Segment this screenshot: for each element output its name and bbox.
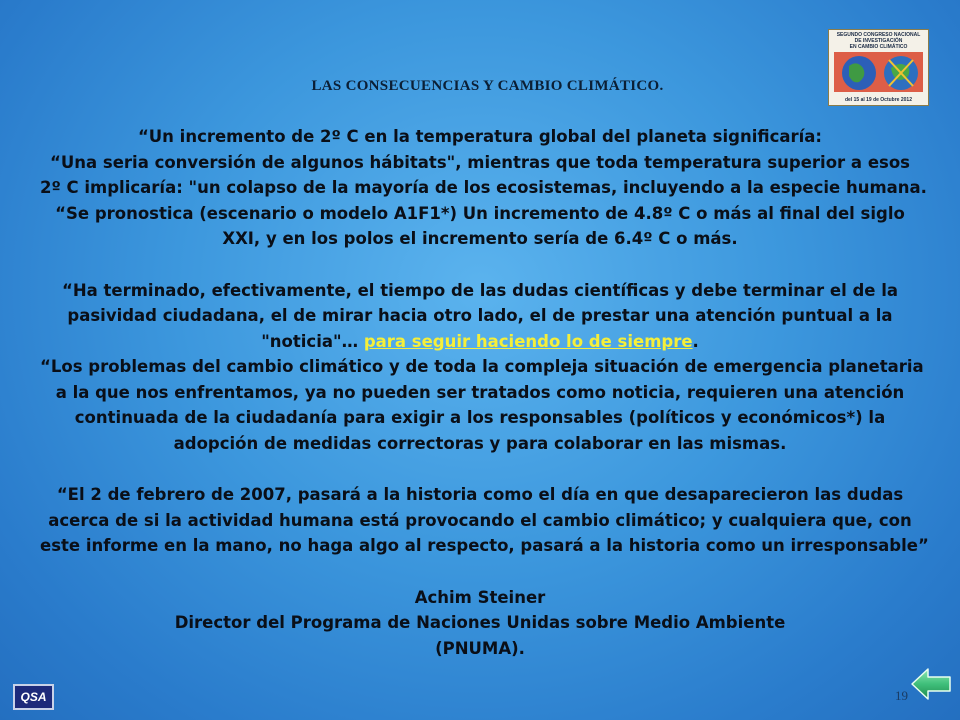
- qsa-logo: QSA: [13, 684, 54, 710]
- quote-line: “Un incremento de 2º C en la temperatura global del planeta significaría:: [137, 127, 823, 146]
- logo-globe-icon: [829, 30, 928, 105]
- page-number: 19: [895, 688, 908, 703]
- congress-logo: [828, 29, 929, 106]
- quote-line: “Los problemas del cambio climático y de toda la compleja situación de emergencia planetaria: [40, 357, 924, 376]
- hyperlink-seguir-haciendo[interactable]: para seguir haciendo lo de siempre: [363, 331, 693, 351]
- author-role: Director del Programa de Naciones Unidas sobre Medio Ambiente: [174, 613, 786, 632]
- quote-line: adopción de medidas correctoras y para colaborar en las mismas.: [173, 433, 787, 453]
- quote-line: “El 2 de febrero de 2007, pasará a la historia como el día en que desaparecieron las dudas: [56, 485, 904, 504]
- quote-line: continuada de la ciudadanía para exigir a los responsables (políticos y económicos*) la: [74, 408, 886, 427]
- author-block: [40, 585, 920, 662]
- quote-line: “Ha terminado, efectivamente, el tiempo de las dudas científicas y debe terminar el de la: [61, 280, 899, 300]
- quote-line: XXI, y en los polos el incremento sería de 6.4º C o más.: [222, 229, 738, 248]
- quote-temperature: [40, 124, 927, 252]
- back-arrow-icon[interactable]: [910, 666, 952, 702]
- quote-line: este informe en la mano, no haga algo al respecto, pasará a la historia como un irresponsable”: [40, 536, 929, 555]
- quote-line: acerca de si la actividad humana está provocando el cambio climático; y cualquiera que, con: [48, 510, 912, 530]
- quote-line: “Se pronostica (escenario o modelo A1F1*) Un incremento de 4.8º C o más al final del siglo: [55, 203, 905, 223]
- quote-line: "noticia"… para seguir haciendo lo de siempre.: [261, 331, 699, 351]
- quote-line: 2º C implicaría: "un colapso de la mayoría de los ecosistemas, incluyendo a la especie humana.: [40, 178, 927, 197]
- quote-history: [40, 482, 929, 559]
- logo-caption: SEGUNDO CONGRESO NACIONAL DE INVESTIGACIÓN EN CAMBIO CLIMÁTICO: [836, 32, 921, 50]
- quote-line: pasividad ciudadana, el de mirar hacia otro lado, el de prestar una atención puntual a la: [67, 306, 893, 325]
- slide-title: LAS CONSECUENCIAS Y CAMBIO CLIMÁTICO.: [311, 78, 664, 94]
- quote-body: [40, 124, 929, 661]
- author-org: (PNUMA).: [435, 638, 525, 658]
- quote-citizenship: [40, 278, 924, 457]
- quote-line: “Una seria conversión de algunos hábitats", mientras que toda temperatura superior a esos: [50, 152, 910, 172]
- logo-date: del 15 al 19 de Octubre 2012: [845, 97, 912, 103]
- quote-line: a la que nos enfrentamos, ya no pueden ser tratados como noticia, requieren una atención: [55, 382, 905, 402]
- author-name: Achim Steiner: [414, 587, 546, 607]
